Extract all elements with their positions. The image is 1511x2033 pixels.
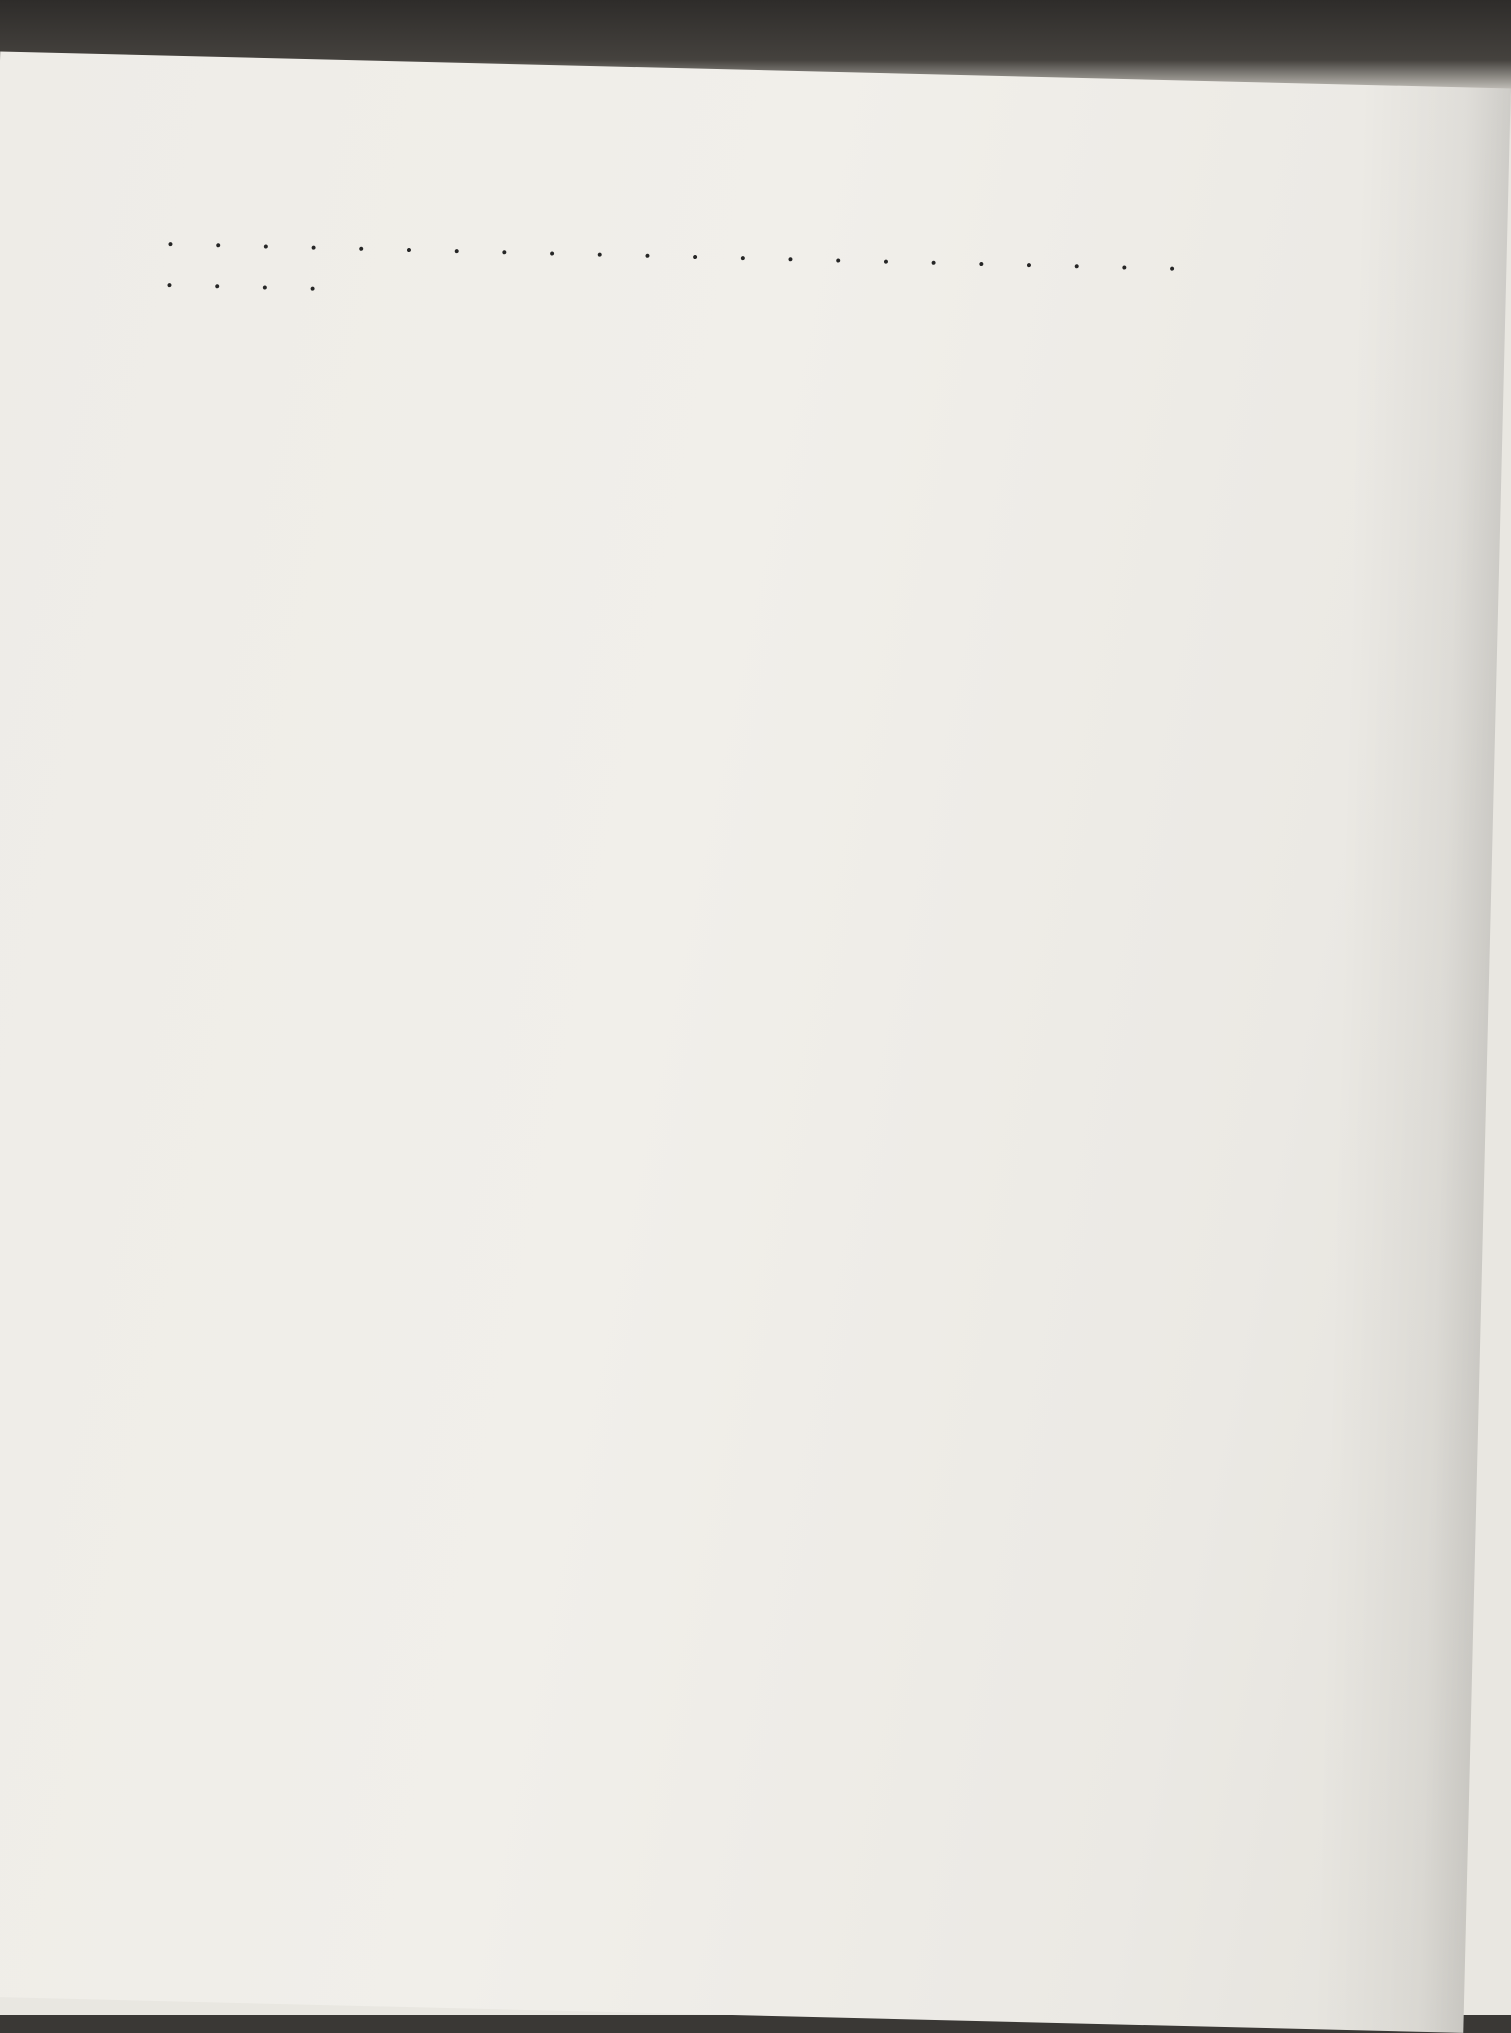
references-entry — [164, 216, 1336, 326]
top-entries — [167, 186, 1337, 215]
references-page — [1224, 323, 1334, 326]
leader-dots: . . . . . . . . . . . . . . . . . . . . . . . . . . — [164, 217, 1192, 299]
book-page — [0, 52, 1511, 2033]
chapters — [167, 186, 1337, 215]
table-of-contents — [164, 186, 1336, 326]
